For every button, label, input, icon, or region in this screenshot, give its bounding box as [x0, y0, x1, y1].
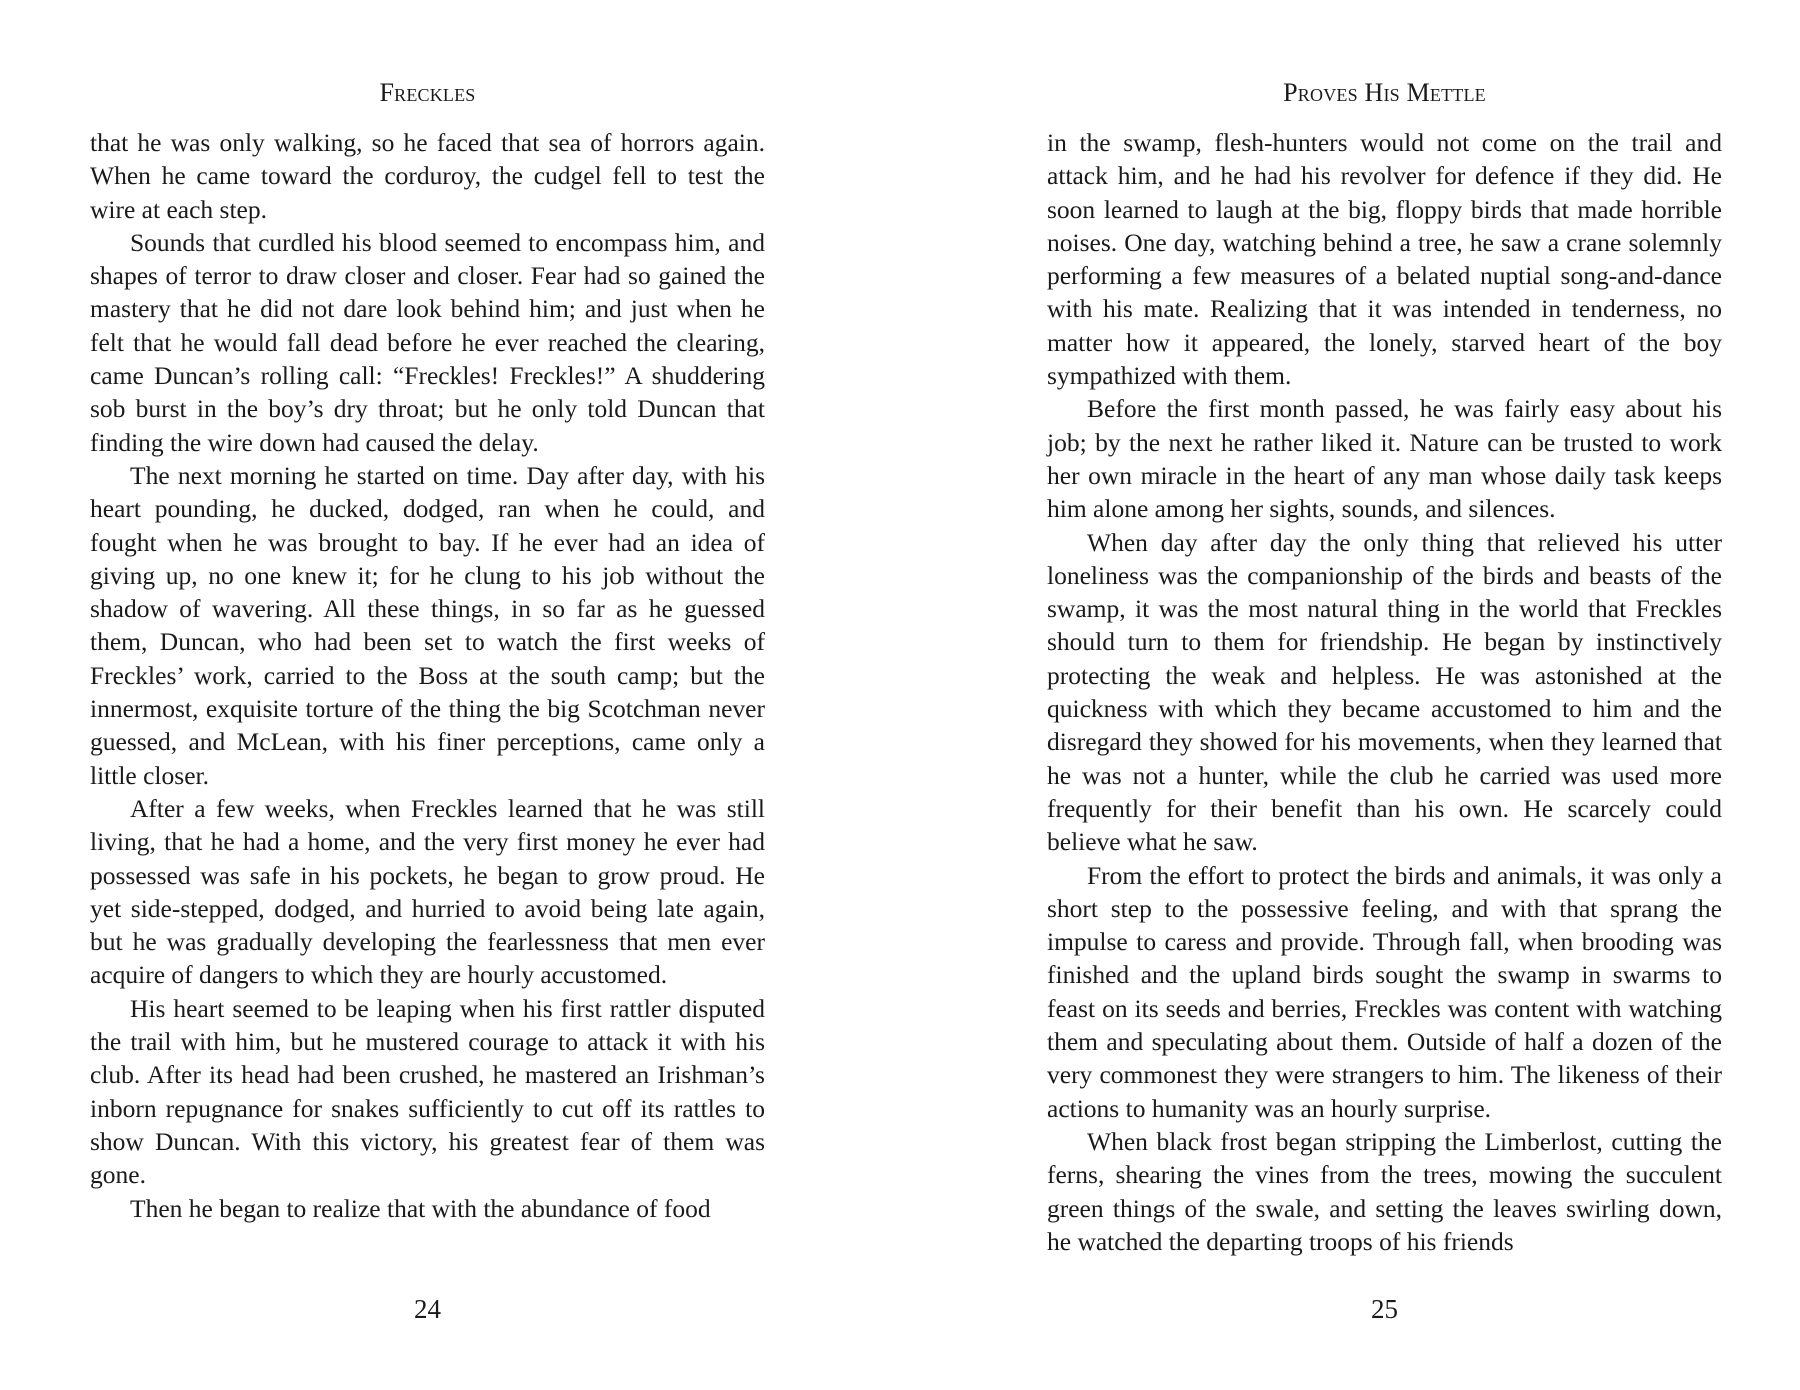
paragraph: His heart seemed to be leaping when his first rattler disputed the trail with him, but he mustered courage to attack it with his club. After its head had been crushed, he mastered an Irishman’s inborn repugnance for snakes sufficiently to cut off its rattles to show Duncan. With this victory, his greatest fear of them was gone. [90, 993, 765, 1190]
paragraph: When black frost began stripping the Limberlost, cutting the ferns, shearing the vines from the trees, mowing the succulent green things of the swale, and setting the leaves swirling down, he watched the departing troops of his friends [1047, 1126, 1722, 1256]
page-number: 24 [414, 1294, 441, 1324]
paragraph: After a few weeks, when Freckles learned that he was still living, that he had a home, and the very first money he ever had possessed was safe in his pockets, he began to grow proud. He yet side-stepped, dodged, and hurried to avoid being late again, but he was gradually developing the fearlessness that men ever acquire of dangers to which they are hourly accustomed. [90, 793, 765, 990]
right-page [1047, 0, 1722, 1390]
paragraph: that he was only walking, so he faced that sea of horrors again. When he came toward the corduroy, the cudgel fell to test the wire at each step. [90, 128, 765, 224]
running-head: Freckles [379, 78, 476, 107]
left-page [90, 0, 765, 1390]
paragraph: Sounds that curdled his blood seemed to encompass him, and shapes of terror to draw closer and closer. Fear had so gained the mastery that he did not dare look behind him; and just when he felt that he would fall dead before he ever reached the clearing, came Duncan’s rolling call: “Freckles! Freckles!” A shuddering sob burst in the boy’s dry throat; but he only told Duncan that finding the wire down had caused the delay. [90, 227, 765, 457]
paragraph: in the swamp, flesh-hunters would not come on the trail and attack him, and he had his revolver for defence if they did. He soon learned to laugh at the big, floppy birds that made horrible noises. One day, watching behind a tree, he saw a crane solemnly performing a few measures of a belated nuptial song-and-dance with his mate. Realizing that it was intended in tenderness, no matter how it appeared, the lonely, starved heart of the boy sympathized with them. [1047, 128, 1722, 391]
page-body [1047, 126, 1722, 1258]
running-head: Proves His Mettle [1283, 78, 1486, 107]
paragraph: When day after day the only thing that relieved his utter loneliness was the companionship of the birds and beasts of the swamp, it was the most natural thing in the world that Freckles should turn to them for friendship. He began by instinctively protecting the weak and helpless. He was astonished at the quickness with which they became accustomed to him and the disregard they showed for his movements, when they learned that he was not a hunter, while the club he carried was used more frequently for their benefit than his own. He scarcely could believe what he saw. [1047, 527, 1722, 857]
page-body [90, 126, 765, 1225]
paragraph: Then he began to realize that with the abundance of food [130, 1193, 711, 1223]
paragraph: From the effort to protect the birds and animals, it was only a short step to the possessive feeling, and with that sprang the impulse to caress and provide. Through fall, when brooding was finished and the upland birds sought the swamp in swarms to feast on its seeds and berries, Freckles was content with watching them and speculating about them. Outside of half a dozen of the very commonest they were strangers to him. The likeness of their actions to humanity was an hourly surprise. [1047, 860, 1722, 1123]
paragraph: Before the first month passed, he was fairly easy about his job; by the next he rather liked it. Nature can be trusted to work her own miracle in the heart of any man whose daily task keeps him alone among her sights, sounds, and silences. [1047, 394, 1722, 524]
page-number: 25 [1371, 1294, 1398, 1324]
paragraph: The next morning he started on time. Day after day, with his heart pounding, he ducked, dodged, ran when he could, and fought when he was brought to bay. If he ever had an idea of giving up, no one knew it; for he clung to his job without the shadow of wavering. All these things, in so far as he guessed them, Duncan, who had been set to watch the first weeks of Freckles’ work, carried to the Boss at the south camp; but the innermost, exquisite torture of the thing the big Scotchman never guessed, and McLean, with his finer perceptions, came only a little closer. [90, 460, 765, 790]
